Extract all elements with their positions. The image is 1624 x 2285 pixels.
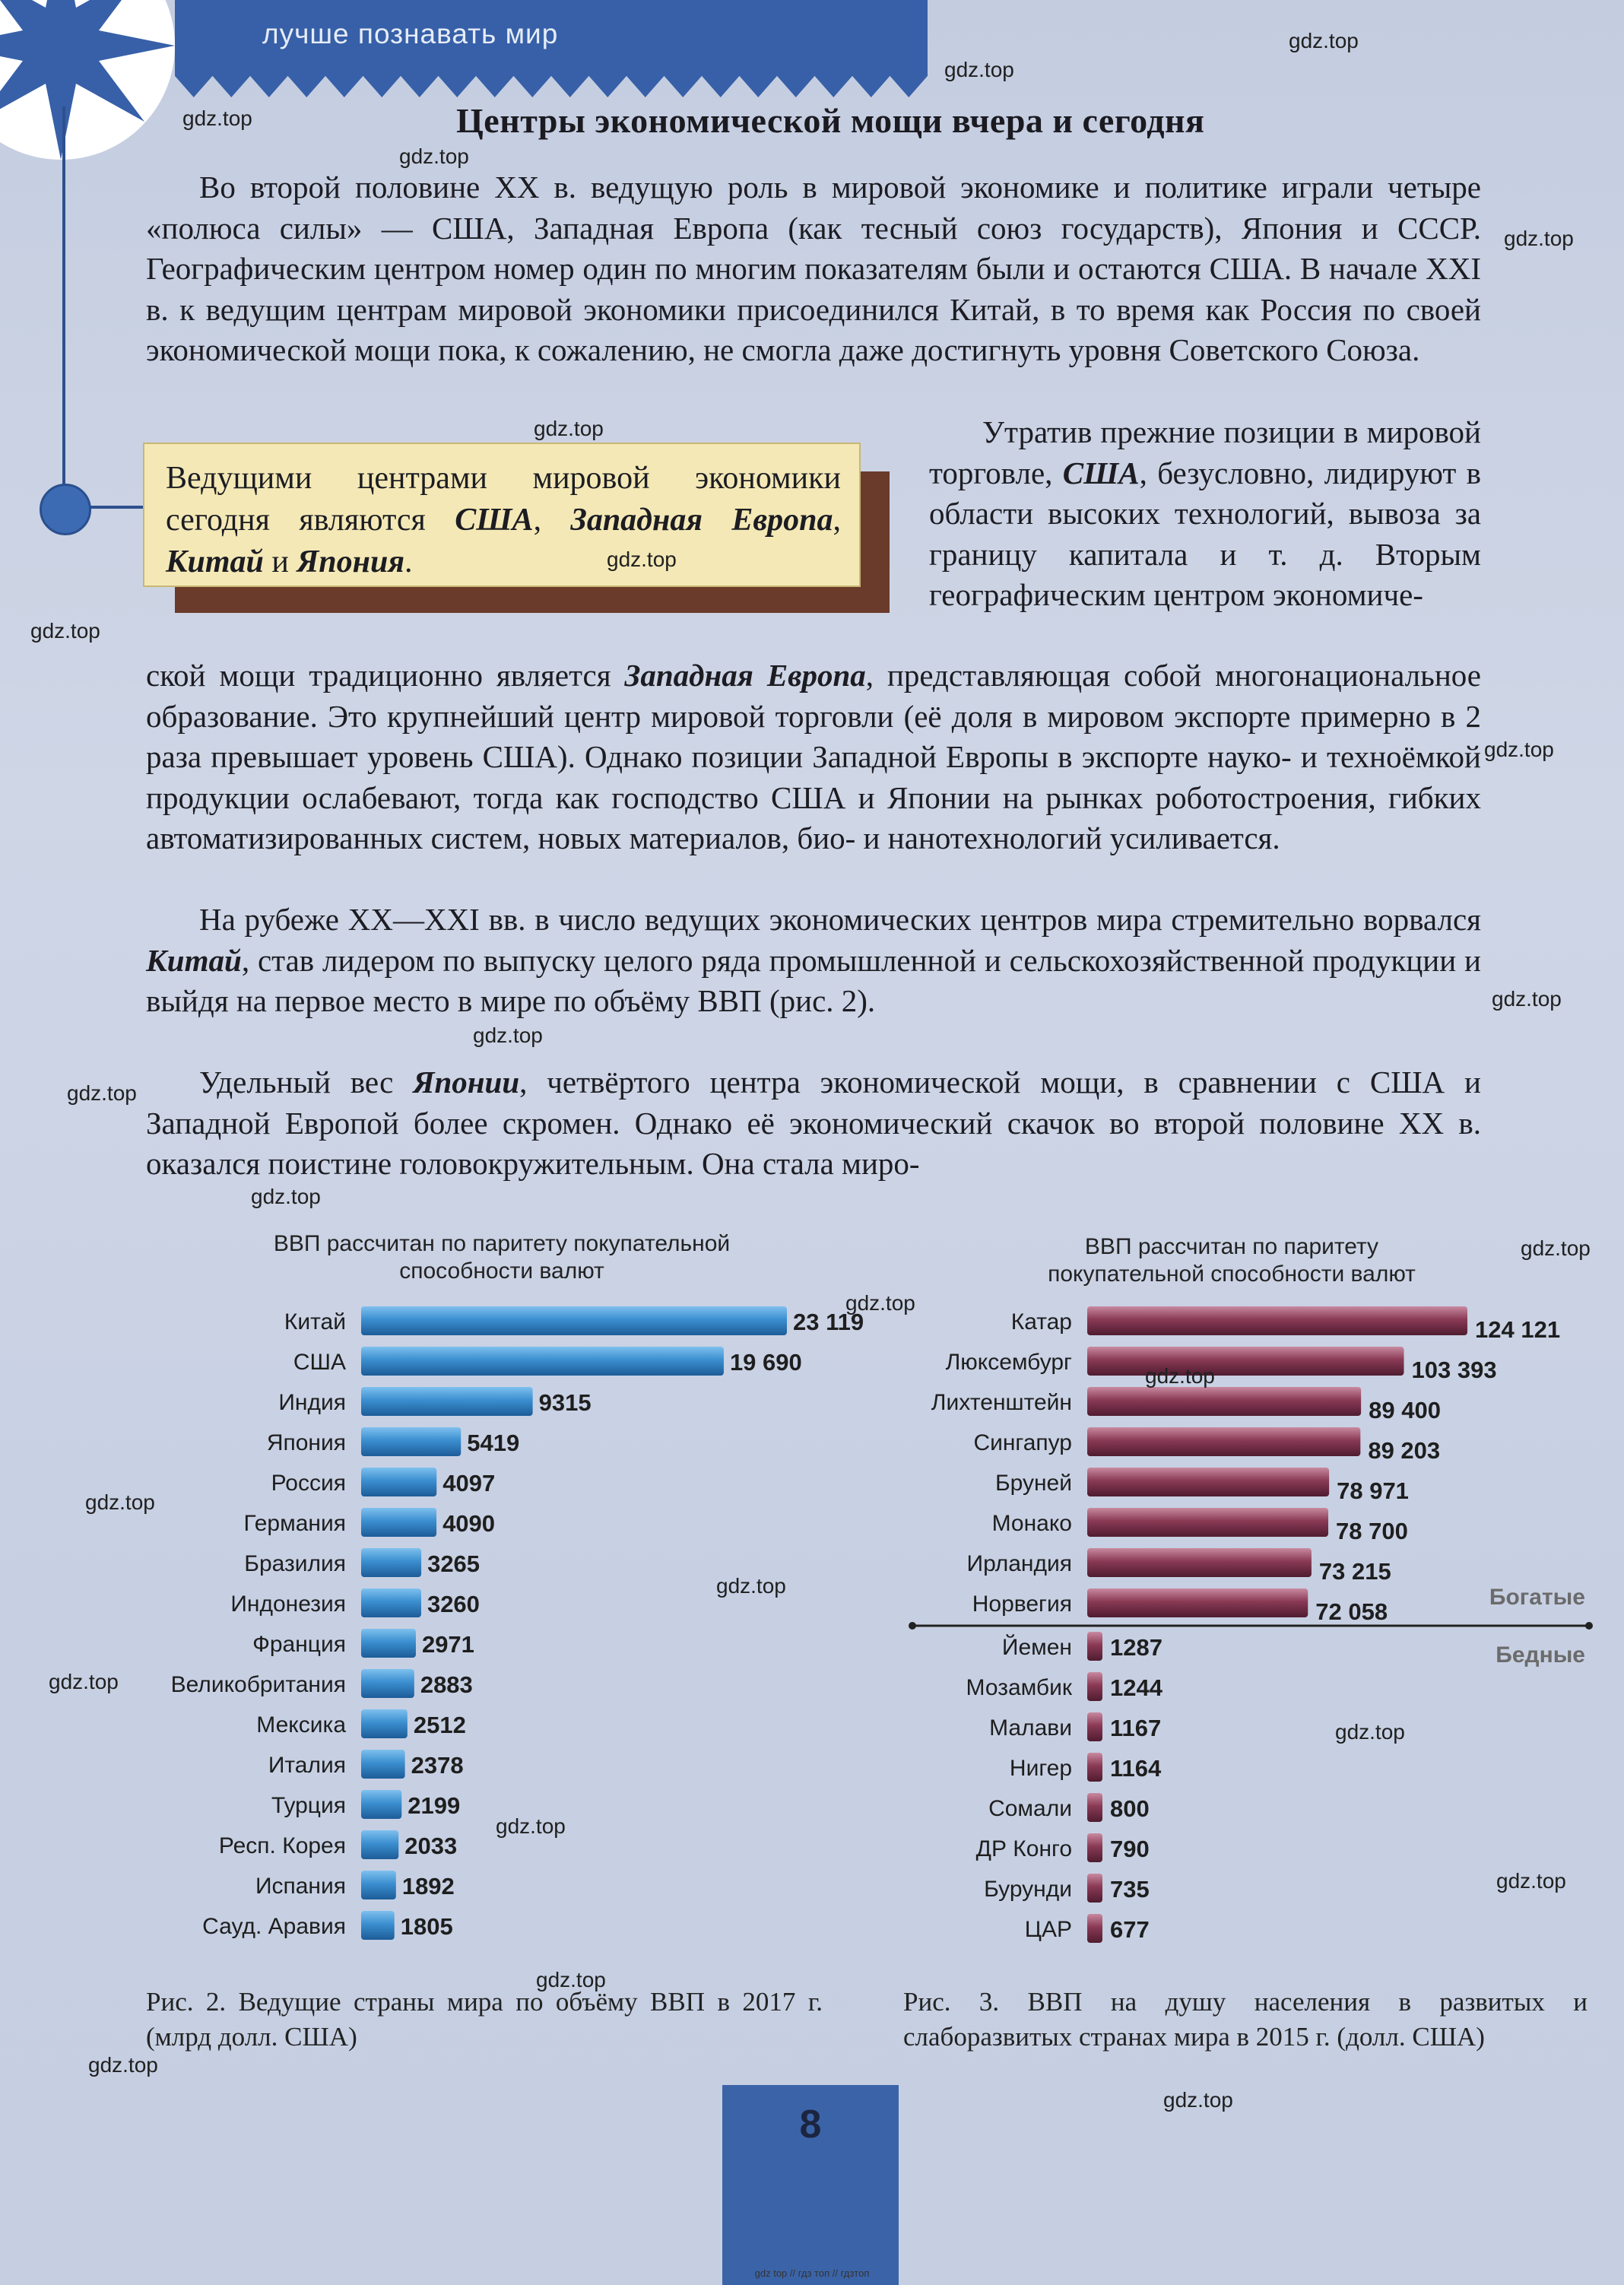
bar	[1087, 1387, 1361, 1416]
page-number-box	[722, 2085, 899, 2285]
value-label: 89 203	[1368, 1437, 1441, 1464]
watermark: gdz.top	[845, 1291, 915, 1315]
watermark: gdz.top	[30, 619, 100, 643]
separator-dot	[909, 1622, 916, 1630]
header-band-text: лучше познавать мир	[262, 18, 559, 49]
watermark: gdz.top	[85, 1490, 155, 1514]
gdp-per-capita-chart	[890, 1300, 1597, 1962]
value-label: 800	[1110, 1795, 1150, 1822]
watermark: gdz.top	[496, 1814, 566, 1838]
watermark: gdz.top	[473, 1023, 543, 1047]
value-label: 23 119	[793, 1309, 864, 1335]
category-label: Респ. Корея	[218, 1833, 346, 1858]
value-label: 2883	[420, 1671, 473, 1698]
bar	[1087, 1874, 1102, 1903]
paragraph-3: На рубеже XX—XXI вв. в число ведущих экономических центров мира стремительно ворвался Китай, став лидером по выпуску целого ряда промышленной и сельскохозяйственной продукции и выйдя на первое место в мире по объёму ВВП (рис. 2).	[146, 902, 1481, 1018]
watermark: gdz.top	[251, 1185, 321, 1208]
value-label: 124 121	[1475, 1316, 1561, 1343]
value-label: 4090	[442, 1510, 496, 1537]
category-label: Мозамбик	[966, 1675, 1072, 1700]
page-title: Центры экономической мощи вчера и сегодня	[456, 101, 1205, 140]
watermark: gdz.top	[182, 106, 252, 130]
category-label: Лихтенштейн	[931, 1390, 1072, 1415]
category-label: Малави	[989, 1715, 1072, 1741]
bar	[1087, 1588, 1308, 1617]
category-label: Бруней	[994, 1471, 1072, 1496]
category-label: Нигер	[1009, 1756, 1072, 1781]
value-label: 2971	[421, 1631, 474, 1658]
watermark: gdz.top	[1496, 1869, 1566, 1893]
bar	[361, 1508, 436, 1537]
bottom-banner: gdz top // гдз топ // гдзтоп	[754, 2268, 870, 2279]
value-label: 1164	[1110, 1755, 1162, 1782]
watermark: gdz.top	[1335, 1720, 1405, 1744]
bar	[361, 1911, 395, 1940]
category-label: Сингапур	[973, 1430, 1072, 1455]
category-label: Испания	[255, 1874, 346, 1899]
value-label: 72 058	[1315, 1598, 1388, 1625]
bar	[361, 1588, 421, 1617]
watermark: gdz.top	[49, 1670, 119, 1693]
watermark: gdz.top	[1145, 1364, 1215, 1388]
watermark: gdz.top	[399, 144, 469, 168]
figure-2-caption: Рис. 2. Ведущие страны мира по объёму ВВП в 2017 г. (млрд долл. США)	[146, 1987, 823, 2052]
watermark: gdz.top	[1484, 738, 1554, 761]
bar	[361, 1387, 533, 1416]
bar	[1087, 1468, 1329, 1496]
watermark: gdz.top	[1504, 227, 1574, 250]
corner-star-badge	[0, 0, 198, 167]
category-label: Сомали	[988, 1796, 1072, 1821]
category-label: ЦАР	[1024, 1917, 1072, 1942]
category-label: Германия	[243, 1511, 346, 1536]
category-label: Ирландия	[966, 1551, 1072, 1576]
watermark: gdz.top	[1163, 2088, 1233, 2112]
bar	[1087, 1347, 1404, 1376]
bar	[1087, 1753, 1102, 1782]
bar	[361, 1427, 461, 1456]
callout-text: Ведущими центрами мировой экономики сегодня являются США, Западная Европа, Китай и Япония.	[166, 461, 841, 579]
value-label: 2378	[411, 1752, 464, 1779]
category-label: Мексика	[256, 1712, 346, 1738]
category-label: Норвегия	[972, 1592, 1072, 1617]
paragraph-2-side: Утратив прежние позиции в мировой торговле, США, безусловно, лидируют в области высоких технологий, вывоза за границу капитала и т. д. Вторым географическим центром экономиче-	[929, 414, 1481, 612]
bar	[361, 1468, 436, 1496]
bar	[361, 1750, 405, 1779]
bar	[361, 1669, 414, 1698]
watermark: gdz.top	[1521, 1236, 1591, 1260]
value-label: 78 700	[1336, 1518, 1408, 1544]
value-label: 735	[1110, 1876, 1150, 1903]
category-label: Франция	[252, 1632, 346, 1657]
value-label: 1892	[401, 1873, 455, 1899]
watermark: gdz.top	[1289, 29, 1359, 52]
category-label: Турция	[271, 1793, 346, 1818]
value-label: 1244	[1110, 1674, 1162, 1701]
category-label: Бразилия	[244, 1551, 346, 1576]
margin-line	[62, 106, 65, 502]
bar	[1087, 1508, 1328, 1537]
value-label: 4097	[442, 1470, 496, 1496]
category-label: Россия	[271, 1471, 346, 1496]
category-label: Катар	[1010, 1309, 1072, 1335]
group-label-rich: Богатые	[1489, 1585, 1585, 1610]
chart1-title: ВВП рассчитан по паритету покупательной способности валют	[273, 1231, 731, 1284]
category-label: Сауд. Аравия	[202, 1914, 346, 1939]
bar	[1087, 1427, 1360, 1456]
bar	[361, 1830, 398, 1859]
bar	[361, 1629, 416, 1658]
bar	[1087, 1833, 1102, 1862]
separator-dot	[1585, 1622, 1593, 1630]
value-label: 89 400	[1369, 1397, 1441, 1423]
bar	[361, 1709, 408, 1738]
watermark: gdz.top	[536, 1968, 606, 1991]
value-label: 1287	[1110, 1634, 1162, 1661]
value-label: 677	[1110, 1916, 1150, 1943]
value-label: 103 393	[1411, 1357, 1497, 1383]
category-label: Италия	[268, 1753, 346, 1778]
category-label: Индонезия	[230, 1592, 346, 1617]
key-point-callout	[143, 443, 861, 587]
category-label: Люксембург	[945, 1350, 1072, 1375]
page-number: 8	[799, 2103, 822, 2147]
category-label: Япония	[266, 1430, 346, 1455]
watermark: gdz.top	[716, 1574, 786, 1598]
bar	[1087, 1672, 1102, 1701]
watermark: gdz.top	[944, 58, 1014, 81]
value-label: 1167	[1110, 1715, 1162, 1741]
watermark: gdz.top	[88, 2053, 158, 2077]
category-label: Великобритания	[170, 1672, 346, 1697]
value-label: 3265	[427, 1550, 481, 1577]
value-label: 3260	[427, 1591, 480, 1617]
chart2-title: ВВП рассчитан по паритету покупательной способности валют	[1048, 1234, 1416, 1287]
value-label: 1805	[400, 1913, 453, 1940]
value-label: 5419	[467, 1430, 520, 1456]
watermark: gdz.top	[607, 547, 677, 571]
bar	[1087, 1914, 1102, 1943]
bar	[1087, 1793, 1102, 1822]
category-label: Индия	[278, 1390, 346, 1415]
group-label-poor: Бедные	[1496, 1642, 1585, 1668]
category-label: Китай	[284, 1309, 346, 1335]
bar	[1087, 1548, 1312, 1577]
value-label: 2512	[413, 1712, 466, 1738]
paragraph-4: Удельный вес Японии, четвёртого центра экономической мощи, в сравнении с США и Западной Европой более скромен. Однако её экономический скачок во второй половине XX в. оказался поистине головокружительным. Она стала миро-	[146, 1065, 1481, 1181]
paragraph-1: Во второй половине XX в. ведущую роль в мировой экономике и политике играли четыре «полюса силы» — США, Западная Европа (как тесный союз государств), Япония и СССР. Географическим центром номер один по многим показателям были и остаются США. В начале XXI в. к ведущим центрам мировой экономики присоединился Китай, в то время как Россия по своей экономической мощи пока, к сожалению, не смогла даже достигнуть уровня Советского Союза.	[146, 170, 1481, 367]
bar	[1087, 1632, 1102, 1661]
bar	[1087, 1306, 1467, 1335]
value-label: 790	[1110, 1836, 1150, 1862]
gdp-top-countries-chart	[114, 1300, 864, 1962]
bar	[361, 1306, 787, 1335]
category-label: США	[293, 1350, 346, 1375]
figure-3-caption: Рис. 3. ВВП на душу населения в развитых и слаборазвитых странах мира в 2015 г. (долл. США)	[903, 1987, 1588, 2052]
bar	[361, 1548, 421, 1577]
bar	[361, 1871, 396, 1899]
bar	[361, 1790, 401, 1819]
value-label: 78 971	[1337, 1477, 1409, 1504]
watermark: gdz.top	[67, 1081, 137, 1105]
category-label: ДР Конго	[975, 1836, 1072, 1861]
category-label: Йемен	[1001, 1635, 1072, 1660]
watermark: gdz.top	[1492, 987, 1562, 1011]
margin-dot	[40, 484, 91, 535]
watermark: gdz.top	[534, 417, 604, 440]
value-label: 9315	[538, 1389, 592, 1416]
value-label: 73 215	[1318, 1558, 1391, 1585]
bar	[1087, 1712, 1102, 1741]
value-label: 2199	[408, 1792, 461, 1819]
paragraph-2-main: ской мощи традиционно является Западная Европа, представляющая собой многонациональное образование. Это крупнейший центр мировой торговли (её доля в мировом экспорте примерно в 2 раза превышает уровень США). Однако позиции Западной Европы в экспорте науко- и техноёмкой продукции ослабевают, тогда как господство США и Японии на рынках роботостроения, гибких автоматизированных систем, новых материалов, био- и нанотехнологий усиливается.	[146, 658, 1481, 855]
value-label: 2033	[404, 1833, 458, 1859]
category-label: Бурунди	[984, 1877, 1072, 1902]
category-label: Монако	[991, 1511, 1072, 1536]
bar	[361, 1347, 724, 1376]
value-label: 19 690	[729, 1349, 802, 1376]
